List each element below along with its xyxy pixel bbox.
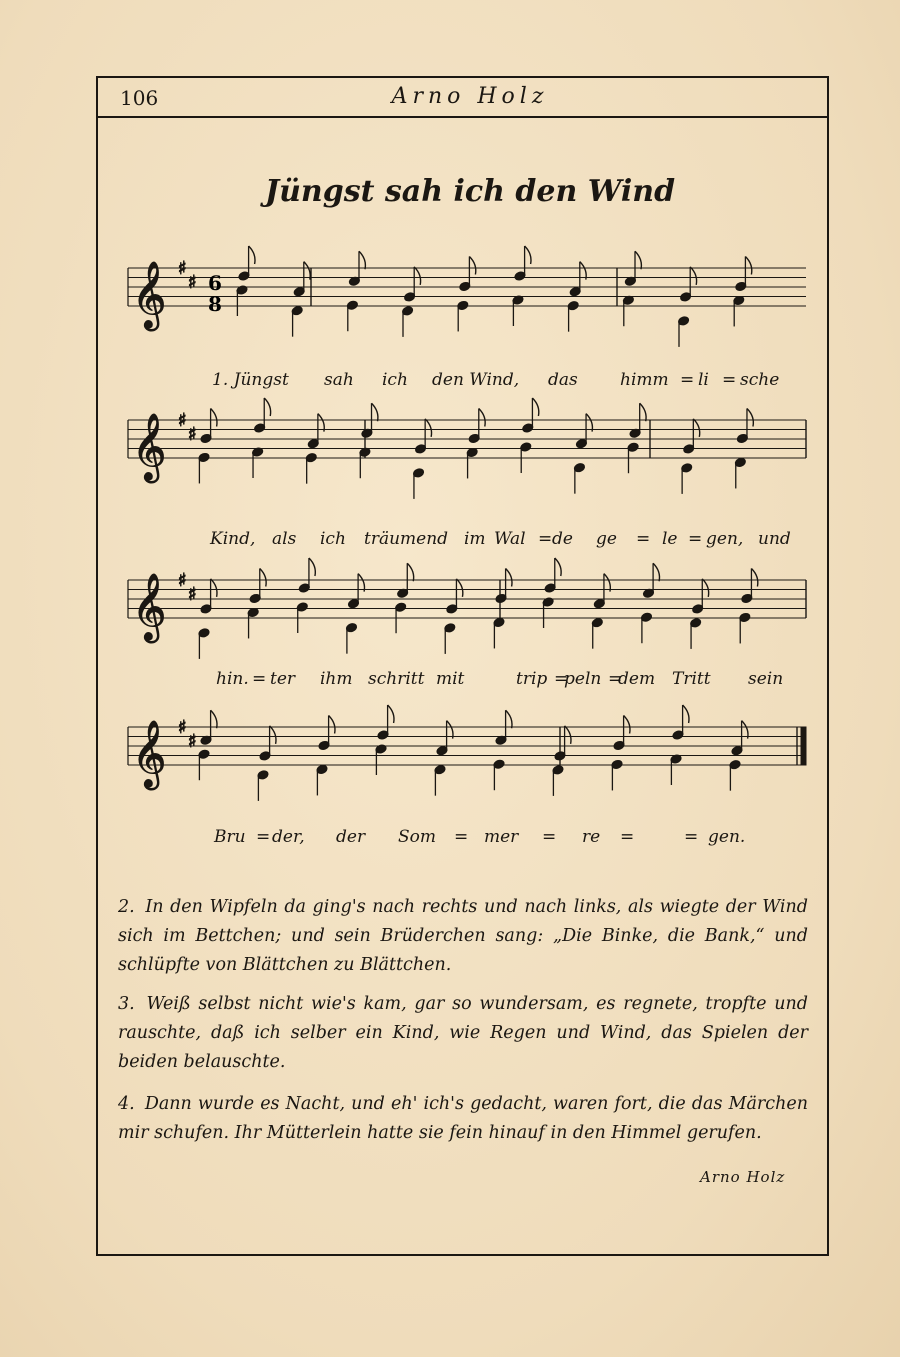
lyric: sein xyxy=(748,669,784,689)
lyric: = xyxy=(454,827,469,847)
verse-3 xyxy=(118,990,808,1077)
lyric: = xyxy=(636,529,651,549)
lyric: = xyxy=(722,370,737,390)
note-flag xyxy=(635,251,641,269)
note-flag xyxy=(264,398,270,416)
note-flag xyxy=(683,705,689,723)
note-flag xyxy=(304,262,310,280)
treble-clef: 𝄞 xyxy=(132,260,167,328)
note-flag xyxy=(745,256,751,274)
note-flag xyxy=(469,256,475,274)
lyric: ihm xyxy=(320,669,353,689)
sharp-icon: ♯ xyxy=(178,258,187,279)
treble-clef: 𝄞 xyxy=(132,572,167,640)
lyric: gen, xyxy=(706,529,744,549)
note-flag xyxy=(359,251,365,269)
sharp-icon: ♯ xyxy=(178,717,187,738)
lyric: ter xyxy=(270,669,296,689)
lyric: himm xyxy=(620,370,669,390)
lyric: Wal xyxy=(494,529,526,549)
note-flag xyxy=(586,414,592,432)
verse-text: Weiß selbst nicht wie's kam, gar so wundersam, es regnete, tropfte und rauschte, daß ich selber ein Kind, wie Regen und Wind, das Spielen der beiden belauschte. xyxy=(118,994,808,1072)
author-signature: Arno Holz xyxy=(700,1168,786,1186)
note-flag xyxy=(211,710,217,728)
sharp-icon: ♯ xyxy=(188,424,197,445)
lyric: Tritt xyxy=(672,669,711,689)
lyric: der xyxy=(336,827,366,847)
note-flag xyxy=(309,558,315,576)
lyric: Som xyxy=(398,827,437,847)
sharp-icon: ♯ xyxy=(178,570,187,591)
lyric: Bru xyxy=(214,827,246,847)
song-title: Jüngst sah ich den Wind xyxy=(264,174,676,209)
staves xyxy=(128,246,806,801)
note-flag xyxy=(506,568,512,586)
note-flag xyxy=(690,267,696,285)
note-flag xyxy=(211,408,217,426)
lyric: = xyxy=(680,370,695,390)
note-flag xyxy=(456,579,462,597)
lyric: ge xyxy=(596,529,617,549)
lyric: 1. Jüngst xyxy=(212,370,289,390)
lyric: sche xyxy=(740,370,780,390)
note-flag xyxy=(565,726,571,744)
note-flag xyxy=(751,568,757,586)
lyric: = xyxy=(684,827,699,847)
lyric: den Wind, xyxy=(432,370,520,390)
note-flag xyxy=(506,710,512,728)
lyric: schritt xyxy=(368,669,425,689)
page-number: 106 xyxy=(120,86,159,110)
verse-number: 4. xyxy=(118,1094,135,1114)
note-flag xyxy=(624,715,630,733)
verse-number: 3. xyxy=(118,994,135,1014)
lyric: = xyxy=(554,669,569,689)
lyric: de xyxy=(552,529,573,549)
note-flag xyxy=(640,403,646,421)
note-flag xyxy=(742,721,748,739)
lyric: = xyxy=(538,529,553,549)
note-flag xyxy=(407,563,413,581)
note-flag xyxy=(479,408,485,426)
lyric: sah xyxy=(324,370,354,390)
verse-4 xyxy=(118,1090,808,1148)
note-flag xyxy=(525,246,531,264)
lyric: das xyxy=(548,370,578,390)
note-flag xyxy=(702,579,708,597)
note-flag xyxy=(693,419,699,437)
lyric: ich xyxy=(382,370,408,390)
lyric: li xyxy=(698,370,709,390)
verse-2 xyxy=(118,893,808,980)
note-flag xyxy=(318,414,324,432)
treble-clef: 𝄞 xyxy=(132,719,167,787)
lyric: der, xyxy=(272,827,305,847)
note-flag xyxy=(580,262,586,280)
note-flag xyxy=(653,563,659,581)
lyric: peln xyxy=(564,669,602,689)
note-flag xyxy=(425,419,431,437)
lyric: le xyxy=(662,529,678,549)
note-flag xyxy=(388,705,394,723)
lyric: = xyxy=(608,669,623,689)
lyric: als xyxy=(272,529,297,549)
note-flag xyxy=(329,715,335,733)
note-flag xyxy=(414,267,420,285)
lyric: träumend xyxy=(364,529,449,549)
lyric: = xyxy=(256,827,271,847)
time-signature-top: 6 xyxy=(208,271,222,295)
time-signature-bottom: 8 xyxy=(208,292,222,316)
note-flag xyxy=(270,726,276,744)
lyric: und xyxy=(758,529,791,549)
note-flag xyxy=(447,721,453,739)
sharp-icon: ♯ xyxy=(188,584,197,605)
verse-text: Dann wurde es Nacht, und eh' ich's gedacht, waren fort, die das Märchen mir schufen. Ihr Mütterlein hatte sie fein hinauf in den Himmel gerufen. xyxy=(118,1094,808,1143)
sharp-icon: ♯ xyxy=(188,731,197,752)
lyric: hin. xyxy=(216,669,249,689)
lyric: = xyxy=(542,827,557,847)
lyric: = xyxy=(620,827,635,847)
note-flag xyxy=(747,408,753,426)
lyric: mit xyxy=(436,669,465,689)
running-head: Arno Holz xyxy=(391,84,549,109)
final-bar-line xyxy=(801,727,806,765)
lyric: trip xyxy=(516,669,548,689)
note-flag xyxy=(358,574,364,592)
verse-text: In den Wipfeln da ging's nach rechts und nach links, als wiegte der Wind sich im Bettchen; und sein Brüderchen sang: „Die Binke, die Bank,“ und schlüpfte von Blättchen zu Blättchen. xyxy=(118,897,808,975)
note-flag xyxy=(532,398,538,416)
lyric: im xyxy=(464,529,486,549)
lyric: = xyxy=(688,529,703,549)
treble-clef: 𝄞 xyxy=(132,412,167,480)
note-flag xyxy=(260,568,266,586)
lyric: mer xyxy=(484,827,519,847)
lyric: = xyxy=(252,669,267,689)
note-flag xyxy=(249,246,255,264)
note-flag xyxy=(604,574,610,592)
note-flag xyxy=(372,403,378,421)
lyric: re xyxy=(582,827,601,847)
note-flag xyxy=(555,558,561,576)
note-flag xyxy=(211,579,217,597)
lyric: Kind, xyxy=(210,529,256,549)
lyric: gen. xyxy=(708,827,746,847)
sharp-icon: ♯ xyxy=(178,410,187,431)
verse-number: 2. xyxy=(118,897,135,917)
sharp-icon: ♯ xyxy=(188,272,197,293)
lyric: ich xyxy=(320,529,346,549)
lyric: dem xyxy=(618,669,656,689)
